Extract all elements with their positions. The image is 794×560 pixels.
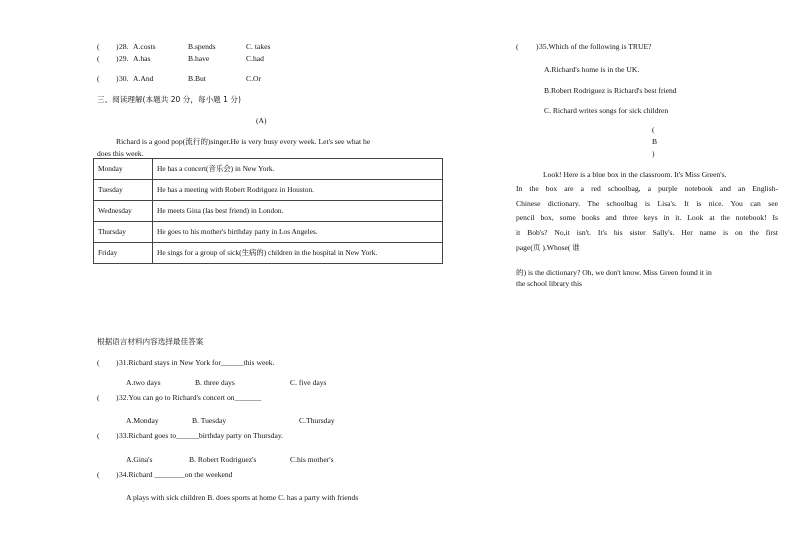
option-b: B.have <box>188 54 210 63</box>
passage-line: pencil box, some books and three keys in it. Look at the notebook! Is <box>516 213 778 222</box>
answer-paren-close: ) <box>116 470 119 479</box>
activity-cell: He goes to his mother's birthday party in Los Angeles. <box>153 222 443 243</box>
passage-line: In the box are a red schoolbag, a purple notebook and an English- <box>516 184 778 193</box>
answer-paren-close: ) <box>116 42 119 51</box>
activity-cell: He sings for a group of sick(生病的) children in the hospital in New York. <box>153 243 443 264</box>
question-number: 29. <box>119 54 129 63</box>
answer-instruction: 根据语言材料内容选择最佳答案 <box>97 337 204 346</box>
question-stem: 31.Richard stays in New York for______this week. <box>119 358 275 367</box>
table-row <box>94 159 443 180</box>
part-b-close: ) <box>652 149 655 158</box>
answer-paren-close: ) <box>536 42 539 51</box>
part-a-label: (A) <box>256 116 267 125</box>
table-row <box>94 222 443 243</box>
answer-paren-open: ( <box>97 393 100 402</box>
passage-intro-line: does this week. <box>97 149 144 158</box>
activity-cell: He meets Gina (las best friend) in London. <box>153 201 443 222</box>
table-row <box>94 243 443 264</box>
table-row <box>94 180 443 201</box>
answer-paren-close: ) <box>116 54 119 63</box>
passage-intro-line: Richard is a good pop(流行的)singer.He is very busy every week. Let's see what he <box>116 137 371 146</box>
answer-paren-open: ( <box>97 74 100 83</box>
option-b: B.But <box>188 74 206 83</box>
option-c: C.had <box>246 54 264 63</box>
passage-line: the school library this <box>516 279 583 288</box>
schedule-table <box>93 158 443 264</box>
question-number: 30. <box>119 74 129 83</box>
passage-line: it Bob's? No,it isn't. It's his sister Sally's. Her name is on the first <box>516 228 778 237</box>
option-b: B. three days <box>195 378 235 387</box>
option-a: A.two days <box>126 378 161 387</box>
table-row <box>94 201 443 222</box>
option-b: B. Robert Rodriguez's <box>189 455 257 464</box>
option-a: A.costs <box>133 42 156 51</box>
day-cell: Friday <box>94 243 153 264</box>
answer-paren-open: ( <box>516 42 519 51</box>
question-stem: 32.You can go to Richard's concert on_______ <box>119 393 262 402</box>
option-b: B.spends <box>188 42 216 51</box>
answer-paren-open: ( <box>97 470 100 479</box>
day-cell: Monday <box>94 159 153 180</box>
activity-cell: He has a concert(音乐会) in New York. <box>153 159 443 180</box>
answer-paren-open: ( <box>97 54 100 63</box>
option-c: C.Or <box>246 74 261 83</box>
option-a: A.Monday <box>126 416 159 425</box>
option-c: C.his mother's <box>290 455 334 464</box>
answer-paren-open: ( <box>97 358 100 367</box>
answer-paren-close: ) <box>116 431 119 440</box>
day-cell: Tuesday <box>94 180 153 201</box>
answer-paren-close: ) <box>116 358 119 367</box>
part-b-label: B <box>652 137 658 146</box>
option-c: C. five days <box>290 378 327 387</box>
question-stem: 34.Richard ________on the weekend <box>119 470 233 479</box>
answer-paren-open: ( <box>97 42 100 51</box>
passage-line: Look! Here is a blue box in the classroom. It's Miss Green's. <box>543 170 727 179</box>
option-a: A.Richard's home is in the UK. <box>544 65 640 74</box>
part-b-open: ( <box>652 125 655 134</box>
day-cell: Wednesday <box>94 201 153 222</box>
day-cell: Thursday <box>94 222 153 243</box>
question-stem: 35.Which of the following is TRUE? <box>539 42 652 51</box>
option-c: C.Thursday <box>299 416 335 425</box>
reading-section-title: 三、阅读理解(本题共 20 分，每小题 1 分) <box>97 95 241 104</box>
answer-paren-close: ) <box>116 393 119 402</box>
option-c: C. Richard writes songs for sick children <box>544 106 669 115</box>
option-a: A.Gina's <box>126 455 153 464</box>
passage-line: 的) is the dictionary? Oh, we don't know. Miss Green found it in <box>516 268 712 277</box>
option-c: C. takes <box>246 42 271 51</box>
option-line: A plays with sick children B. does sports at home C. has a party with friends <box>126 493 359 502</box>
passage-line: page(页 ).Whose( 谁 <box>516 243 580 252</box>
passage-line: Chinese dictionary. The schoolbag is Lisa's. It is nice. You can see <box>516 199 778 208</box>
schedule-table-container <box>93 158 443 258</box>
option-a: A.And <box>133 74 154 83</box>
question-stem: 33.Richard goes to______birthday party on Thursday. <box>119 431 284 440</box>
answer-paren-open: ( <box>97 431 100 440</box>
option-b: B. Tuesday <box>192 416 227 425</box>
answer-paren-close: ) <box>116 74 119 83</box>
activity-cell: He has a meeting with Robert Rodriguez in Houston. <box>153 180 443 201</box>
option-b: B.Robert Rodriguez is Richard's best friend <box>544 86 677 95</box>
option-a: A.has <box>133 54 151 63</box>
question-number: 28. <box>119 42 129 51</box>
